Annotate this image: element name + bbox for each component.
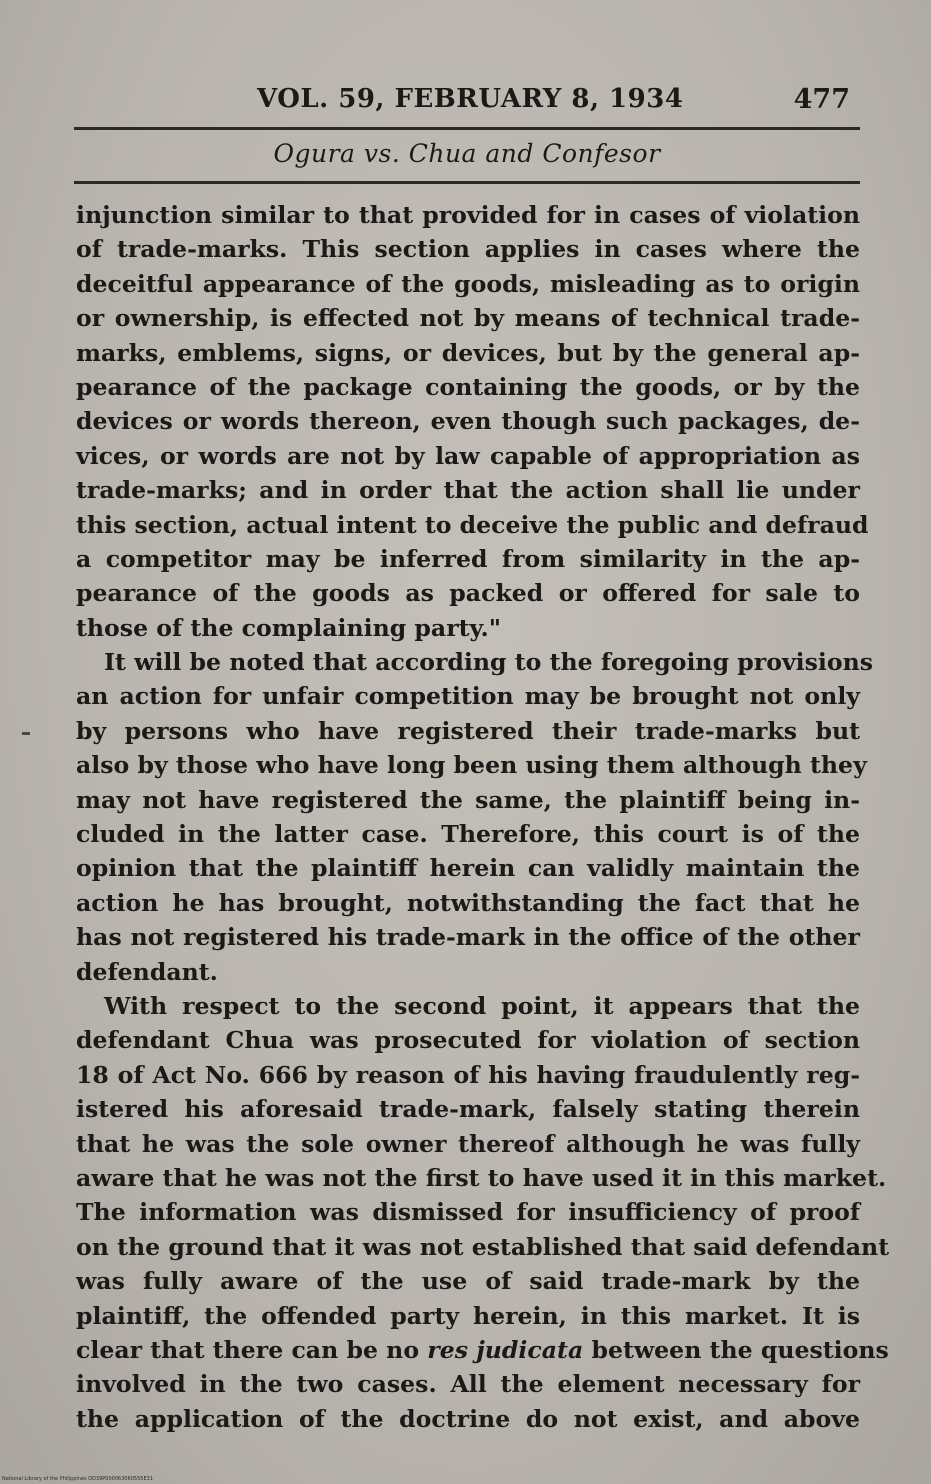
- text-line: on the ground that it was not established that said defendant: [76, 1232, 890, 1261]
- text-line: a competitor may be inferred from similarity in the ap-: [76, 544, 860, 573]
- text-line: opinion that the plaintiff herein can validly maintain the: [76, 854, 860, 883]
- text-line: also by those who have long been using them although they: [76, 751, 867, 780]
- header-rule-top: [74, 127, 860, 130]
- text-line: istered his aforesaid trade-mark, falsely stating therein: [76, 1095, 860, 1124]
- text-line: action he has brought, notwithstanding the fact that he: [76, 888, 860, 917]
- paragraph-start-line: With respect to the second point, it appears that the: [104, 991, 860, 1020]
- text-segment: clear that there can be no: [76, 1335, 428, 1364]
- text-line: injunction similar to that provided for in cases of violation: [76, 201, 860, 229]
- text-line: by persons who have registered their trade-marks but: [76, 716, 860, 745]
- text-line: this section, actual intent to deceive the public and defraud: [76, 510, 869, 539]
- text-line-with-italic: [76, 1333, 889, 1367]
- case-title: Ogura vs. Chua and Confesor: [273, 139, 661, 168]
- text-line: that he was the sole owner thereof although he was fully: [76, 1129, 860, 1158]
- text-line: deceitful appearance of the goods, misleading as to origin: [76, 269, 860, 298]
- scan-credit: National Library of the Philippines DD39P000063060555E31: [2, 1476, 154, 1482]
- text-segment: between the questions: [583, 1335, 889, 1364]
- text-line: 18 of Act No. 666 by reason of his having fraudulently reg-: [76, 1060, 860, 1089]
- text-line: an action for unfair competition may be brought not only: [76, 682, 860, 711]
- text-line: the application of the doctrine do not exist, and above: [76, 1404, 860, 1433]
- text-line: plaintiff, the offended party herein, in this market. It is: [76, 1301, 860, 1330]
- text-line: aware that he was not the first to have used it in this market.: [76, 1163, 887, 1192]
- text-line: of trade-marks. This section applies in cases where the: [76, 235, 860, 264]
- text-line: marks, emblems, signs, or devices, but by the general ap-: [76, 338, 860, 367]
- text-line: cluded in the latter case. Therefore, this court is of the: [76, 820, 860, 849]
- running-head: VOL. 59, FEBRUARY 8, 1934: [257, 84, 684, 114]
- page-header: [72, 84, 854, 124]
- text-line: trade-marks; and in order that the action shall lie under: [76, 476, 860, 505]
- text-line: has not registered his trade-mark in the office of the other: [76, 923, 860, 952]
- paragraph-start-line: It will be noted that according to the foregoing provisions: [104, 648, 874, 677]
- text-line: or ownership, is effected not by means of technical trade-: [76, 304, 860, 333]
- text-line: involved in the two cases. All the element necessary for: [76, 1370, 860, 1399]
- text-line: vices, or words are not by law capable of appropriation as: [76, 441, 860, 470]
- text-line: those of the complaining party.": [76, 613, 502, 642]
- text-line: may not have registered the same, the plaintiff being in-: [76, 785, 860, 814]
- text-line: pearance of the package containing the goods, or by the: [76, 372, 860, 401]
- text-line: pearance of the goods as packed or offered for sale to: [76, 579, 860, 608]
- text-line: The information was dismissed for insufficiency of proof: [76, 1198, 860, 1227]
- text-line: was fully aware of the use of said trade-mark by the: [76, 1267, 860, 1296]
- header-rule-bottom: [74, 181, 860, 184]
- margin-mark: [22, 732, 30, 735]
- text-line: defendant.: [76, 957, 218, 986]
- page-number: 477: [793, 84, 850, 115]
- body-text: [76, 198, 890, 1436]
- text-line: defendant Chua was prosecuted for violation of section: [76, 1026, 860, 1055]
- text-line: devices or words thereon, even though such packages, de-: [76, 407, 860, 436]
- italic-term: res judicata: [427, 1335, 584, 1364]
